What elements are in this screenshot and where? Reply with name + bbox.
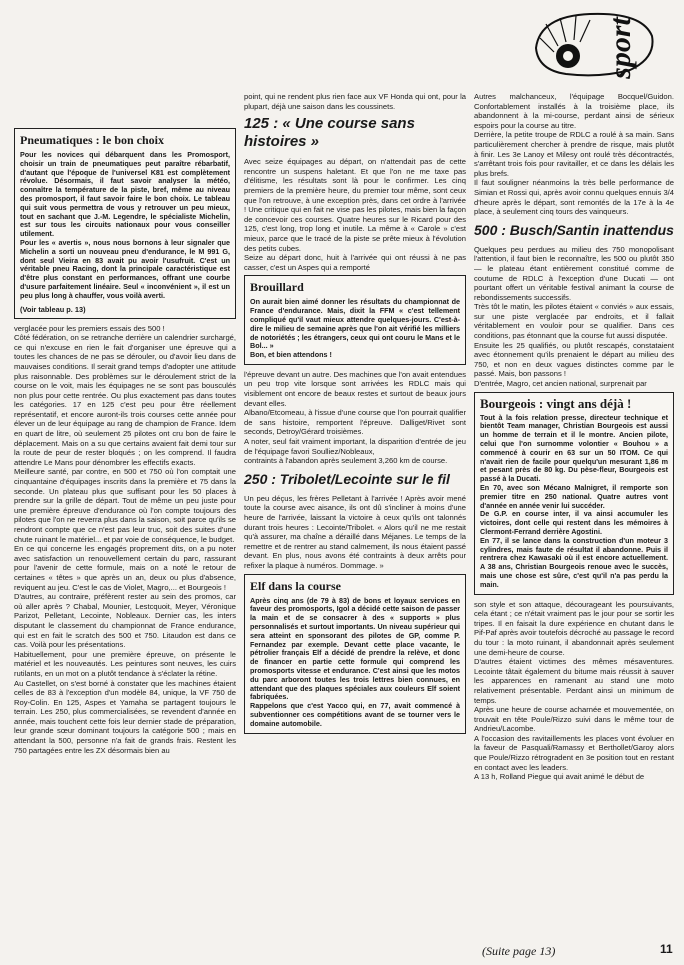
page-number: 11 bbox=[660, 942, 673, 956]
box-brouillard-body: On aurait bien aimé donner les résultats du championnat de France d'endurance. Mais, dixit la FFM « c'est tellement compliqué qu'il vaut mieux attendre quelques-jours. C'est-à-dire le milieu de semaine après que l'on ait vérifié les milliers de notoriétés ; les étrangers, ceux qui ont couru le Mans et le Bol... » Bon, et bien attendons ! bbox=[250, 297, 460, 360]
heading-500: 500 : Busch/Santin inattendus bbox=[474, 221, 674, 238]
box-brouillard-title: Brouillard bbox=[250, 280, 304, 295]
box-pneumatiques-ref: (Voir tableau p. 13) bbox=[20, 304, 86, 314]
box-bourgeois-title: Bourgeois : vingt ans déjà ! bbox=[480, 395, 632, 411]
col1-body-text: verglacée pour les premiers essais des 500 ! Côté fédération, on se retranche derrière un calendrier surchargé, ce qui n'excuse en rien le fait d'organiser une épreuve qui a toutes les chances de ne pas se dérouler, ou d'avoir lieu dans de mauvaises conditions. Il serait grand temps d'adopter une attitude plus raisonnable. Des problèmes sur le déroulement strict de la course on le voit, mais les équipages ne se sont pas bousculés non plus pour cette rentrée. Ou plus exactement pas dans toutes les catégories. 17 en 125 c'est peu pour être réellement représentatif, et encore auront-ils trois courses cette année pour élever un de leur équipage au rang de champion de France. Idem en quart de litre, où seulement 25 pilotes ont cru bon de faire le déplacement. Mais on a su que certains avaient fait demi tour sur la route de peur de rester bloqués ; on les comprend. Il faudra attendre Le Mans pour dénombrer les effectifs exacts. Meilleure santé, par contre, en 500 et 750 où l'on comptait une cinquantaine d'équipages inscrits dans la première et 75 dans la seconde. Un plateau plus que suffisant pour les 50 places à prendre sur la grille de départ. Tout de même un peu juste pour une première épreuve d'endurance où l'on compte toujours des pilotes que l'on ne reverra plus dans la saison, soit parce qu'ils se rendront compte que ce n'est pas leur truc, soit des suites d'une chute ruinant le matériel... et par voie de conséquence, le budget. En ce qui concerne les engagés proprement dits, on a pu noter avec satisfaction un renouvellement certain du parc, rassurant pour l'avenir de cette formule, mais on a noté le retour de certaines « têtes » que après un an, deux ou plus d'absence, reviquent au jeu. C'est le cas de Violet, Magro,... et Bourgeois ! D'autres, au contraire, préfèrent rester au sein des promos, car où aller après ? Chabal, Mounier, Lestcquoit, Meyer, Véronique Parizot, Pelletant, Lecointe, Nobleaux. Dernier cas, les inters disputant le classement du championnat de France endurance, qui est en fait le scratch des 500 et 750. Litaudon est dans ce cas. Voilà pour les présentations. Habituellement, pour une première épreuve, on présente le matériel et les nouveautés. Les peintures sont neuves, les cuirs rutilants, en un mot on a plutôt tendance à s'éclater la rétine. Au Castellet, on s'est borné à constater que les machines étaient celles de 83 à l'exception d'un modèle 84, unique, la VF 750 de Roy-Colin. En 125, Aspes et Yamaha se partagent toujours le terrain. Les 250, plus commercialisées, se revendent d'année en année, mais touchent cette fois leur dernier stade de préparation, leur grande sœur dominant toujours la catégorie 500 ; mais en attendant la 500, personne n'a fait de grands frais. Restent les 750 partagées entre les ZX désormais bien au bbox=[14, 323, 236, 755]
box-pneumatiques-title: Pneumatiques : le bon choix bbox=[20, 133, 165, 147]
col2-250-text: Un peu déçus, les frères Pelletant à l'arrivée ! Après avoir mené toute la course avec aisance, ils ont dû s'incliner à moins d'une heure de l'arrivée, laissant la victoire à ceux qu'ils ont talonnés durant trois heures : Lecointe/Tribolet. « Alors qu'il ne me restait qu'à assurer, ma chaîne a déraillé dans Méjanes. Le temps de la remettre et de rentrer au stand calmement, ils nous étaient passé devant. En plus, nous avons été contraints à deux arrêts pour refixer la plaque à numéros. Dommage. » bbox=[244, 493, 466, 570]
col3-intro-text: Autres malchanceux, l'équipage Bocquel/Guidon. Confortablement installés à la troisième place, ils abandonnent à la mi-course, perdant ainsi de sérieux espoirs pour la course au titre. Derrière, la petite troupe de RDLC a roulé à sa main. Sans particulièrement chercher à prendre de risque, mais plutôt à finir. Les 3e Lanoy et Milesy ont roulé très décontractés, s'arrêtant trois fois pour ravitailler, et ce dans les délais les plus brefs. Il faut souligner néanmoins la très belle performance de Simian et Rossi qui, après avoir connu quelques ennuis 3/4 d'heure après le départ, sont remontés de la 17e à la 4e place, à seulement cinq tours des vainqueurs. bbox=[474, 92, 674, 217]
col3-500-text: Quelques peu perdues au milieu des 750 monopolisant l'attention, il faut bien le reconnaître, les 500 ou plutôt 350 — le plateau étant entièrement constitué comme de coutume de RDLC à l'exception d'une Ducati — ont pourtant offert un véritable festival animant la course de rebondissements successifs. Très tôt le matin, les pilotes étaient « conviés » aux essais, sur une piste verglacée par endroits, et il fallait véritablement en vouloir pour se qualifier. Dans ces conditions, pas étonnant que la course fut aussi disputée. Ensuite les 25 qualifiés, ou plutôt rescapés, constataient avec étonnement qu'ils prenaient le départ au milieu des 750, et non en deux vagues distinctes comme par le passé. Mais, bon passons ! D'entrée, Magro, cet ancien national, surprenait par bbox=[474, 244, 674, 389]
box-elf-title: Elf dans la course bbox=[250, 578, 342, 593]
box-pneumatiques bbox=[14, 128, 236, 319]
col2-125-text: Avec seize équipages au départ, on n'attendait pas de cette rencontre un suspens haletant. Et que l'on ne me taxe pas d'élitisme, les résultats sont là pour le confirmer. Les cinq premiers de la première heure, du premier tour même, sont ceux que l'on retrouve, à une exception près, dans cet ordre à l'arrivée ! Une critique qui en fait ne vise pas les pilotes, mais bien la façon de concevoir ces courses. Quatre heures sur le Ricard pour des 125, c'est long, trop long et inutile. La même à « Carole » c'est mieux, parce que le tracé de la piste se prête mieux à l'évolution des petits cubes. Seize au départ donc, huit à l'arrivée qui ont réussi à ne pas casser, c'est un Aspes qui a remporté bbox=[244, 157, 466, 272]
logo-text: sport bbox=[604, 17, 637, 79]
box-elf-body: Après cinq ans (de 79 à 83) de bons et loyaux services en faveur des promosports, Igol a décidé cette saison de passer la main et de se consacrer à des « supports » plus personnalisés et surtout importants. Un niveau supérieur qui sera atteint en sponsorant des pilotes de GP, comme P. Fernandez par exemple. Devant cette place vacante, le pétrolier français Elf a décidé de prendre la relève, et donc de financer en partie cette formule qui comprend les promosports vitesse et endurance. C'est ainsi que les motos du parc arboront toutes les trois lettres bien connues, en attendant que des plaques spéciales aux couleurs Elf soient fabriquées. Rappelons que c'est Yacco qui, en 77, avait commencé à subventionner ces compétitions avant de se tourner vers le domaine automobile. bbox=[250, 595, 460, 728]
box-pneumatiques-body: Pour les novices qui débarquent dans les Promosport, choisir un train de pneumatiques peut paraître rébarbatif, d'autant que l'époque de l'universel K81 est complètement révolue. Désormais, il faut savoir analyser la météo, connaître la température de la piste, bref, même au niveau des promosport, il faut savoir faire le bon choix. Le tableau qui suit vous permettra de vous y retrouver un peu mieux, tout en sachant que J.-M. Legendre, le spécialiste Michelin, est sur tous les circuits nationaux pour vous conseiller utilement. Pour les « avertis », nous nous bornons à leur signaler que Michelin a sorti un nouveau pneu d'endurance, le M 991 G, dont seul Vieira en 83 avait pu avoir l'usufruit. C'est un véritable pneu Racing, dont la principale caractéristique est d'être plus constant en performances, offrant une courbe d'usure parfaitement linéaire. Seul « inconvénient », il est un peu plus long à chauffer, vous voilà averti. bbox=[20, 150, 230, 300]
col2-intro-text: point, qui ne rendent plus rien face aux VF Honda qui ont, pour la plupart, déjà une saison dans les coussinets. bbox=[244, 92, 466, 111]
column-3 bbox=[474, 92, 674, 947]
column-2 bbox=[244, 92, 466, 947]
box-brouillard bbox=[244, 275, 466, 365]
heading-125: 125 : « Une course sans histoires » bbox=[244, 115, 415, 151]
heading-250: 250 : Tribolet/Lecointe sur le fil bbox=[244, 470, 450, 487]
box-bourgeois bbox=[474, 392, 674, 595]
continued-note: (Suite page 13) bbox=[482, 944, 556, 958]
col2-125b-text: l'épreuve devant un autre. Des machines que l'on avait entendues un peu trop vite lorsque sont arrivées les RDLC mais qui visiblement ont encore de beaux restes et surtout de beaux jours devant elles. Albano/Etcomeau, à l'issue d'une course que l'on pourrait qualifier de sans histoire, remportent l'épreuve. Dalliget/Rivet sont seconds, Detroy/Gérard troisièmes. A noter, seul fait vraiment important, la disparition d'entrée de jeu de l'équipage favori Soulliez/Nobleaux, contraints à l'abandon après seulement 3,260 km de course. bbox=[244, 369, 466, 466]
sport-logo-icon bbox=[530, 8, 658, 80]
col3-end-text: son style et son attaque, décourageant les poursuivants, cela étant ; ce n'était vraiment pas le jour pour se sortir les tripes. Il en faisait la dure expérience en chutant dans le Pif-Paf après avoir toutefois décroché au passage le record du tour : la moto ruinant, il abandonnait après seulement une demi-heure de course. D'autres étaient victimes des mêmes mésaventures. Lecointe tâtait également du bitume mais réussit à sauver les apparences en ramenant au stand une moto relativement présentable. Perdant ainsi un minimum de temps. Après une heure de course acharnée et mouvementée, on trouvait en tête Poule/Rizzo suivi dans le même tour de Andrieu/Lacombe. A l'occasion des ravitaillements les places vont évoluer en la faveur de Pasquali/Ramassy et Berthollet/Garoy alors que Poule/Rizzo rétrogradent en 3e position tout en restant en contact avec les leaders. A 13 h, Rolland Piegue qui avait animé le début de bbox=[474, 599, 674, 782]
sport-logo bbox=[530, 8, 658, 80]
column-1 bbox=[14, 128, 236, 928]
box-elf bbox=[244, 574, 466, 734]
box-bourgeois-body: Tout à la fois relation presse, directeur technique et bientôt Team manager, Christian Bourgeois est aussi un homme de terrain et il le montre. Ancien pilote, celui que l'on surnomme volontier « Bouhou » a commencé à courir en 63 sur un 50 ITOM. Ce qui n'avait rien de facile pour quelqu'un mesurant 1,86 m et pesant près de 80 kg. Du pèse-fleur, Bourgeois est passé à la Ducati. En 70, avec son Mécano Malnigret, il remporte son premier titre en 250 national. Quatre autres vont d'année en année venir lui succéder. De G.P. en course inter, il va ainsi accumuler les victoires, dont celle qui restent dans les mémoires à Clermont-Ferrand derrière Agostini. En 77, il se lance dans la construction d'un moteur 3 cylindres, mais faute de résultat il abandonne. Puis il rentrera chez Kawasaki où il est encore actuellement. A 38 ans, Christian Bourgeois renoue avec le succès, mais une chose est sûre, c'est qu'il n'a pas perdu la main. bbox=[480, 412, 668, 589]
